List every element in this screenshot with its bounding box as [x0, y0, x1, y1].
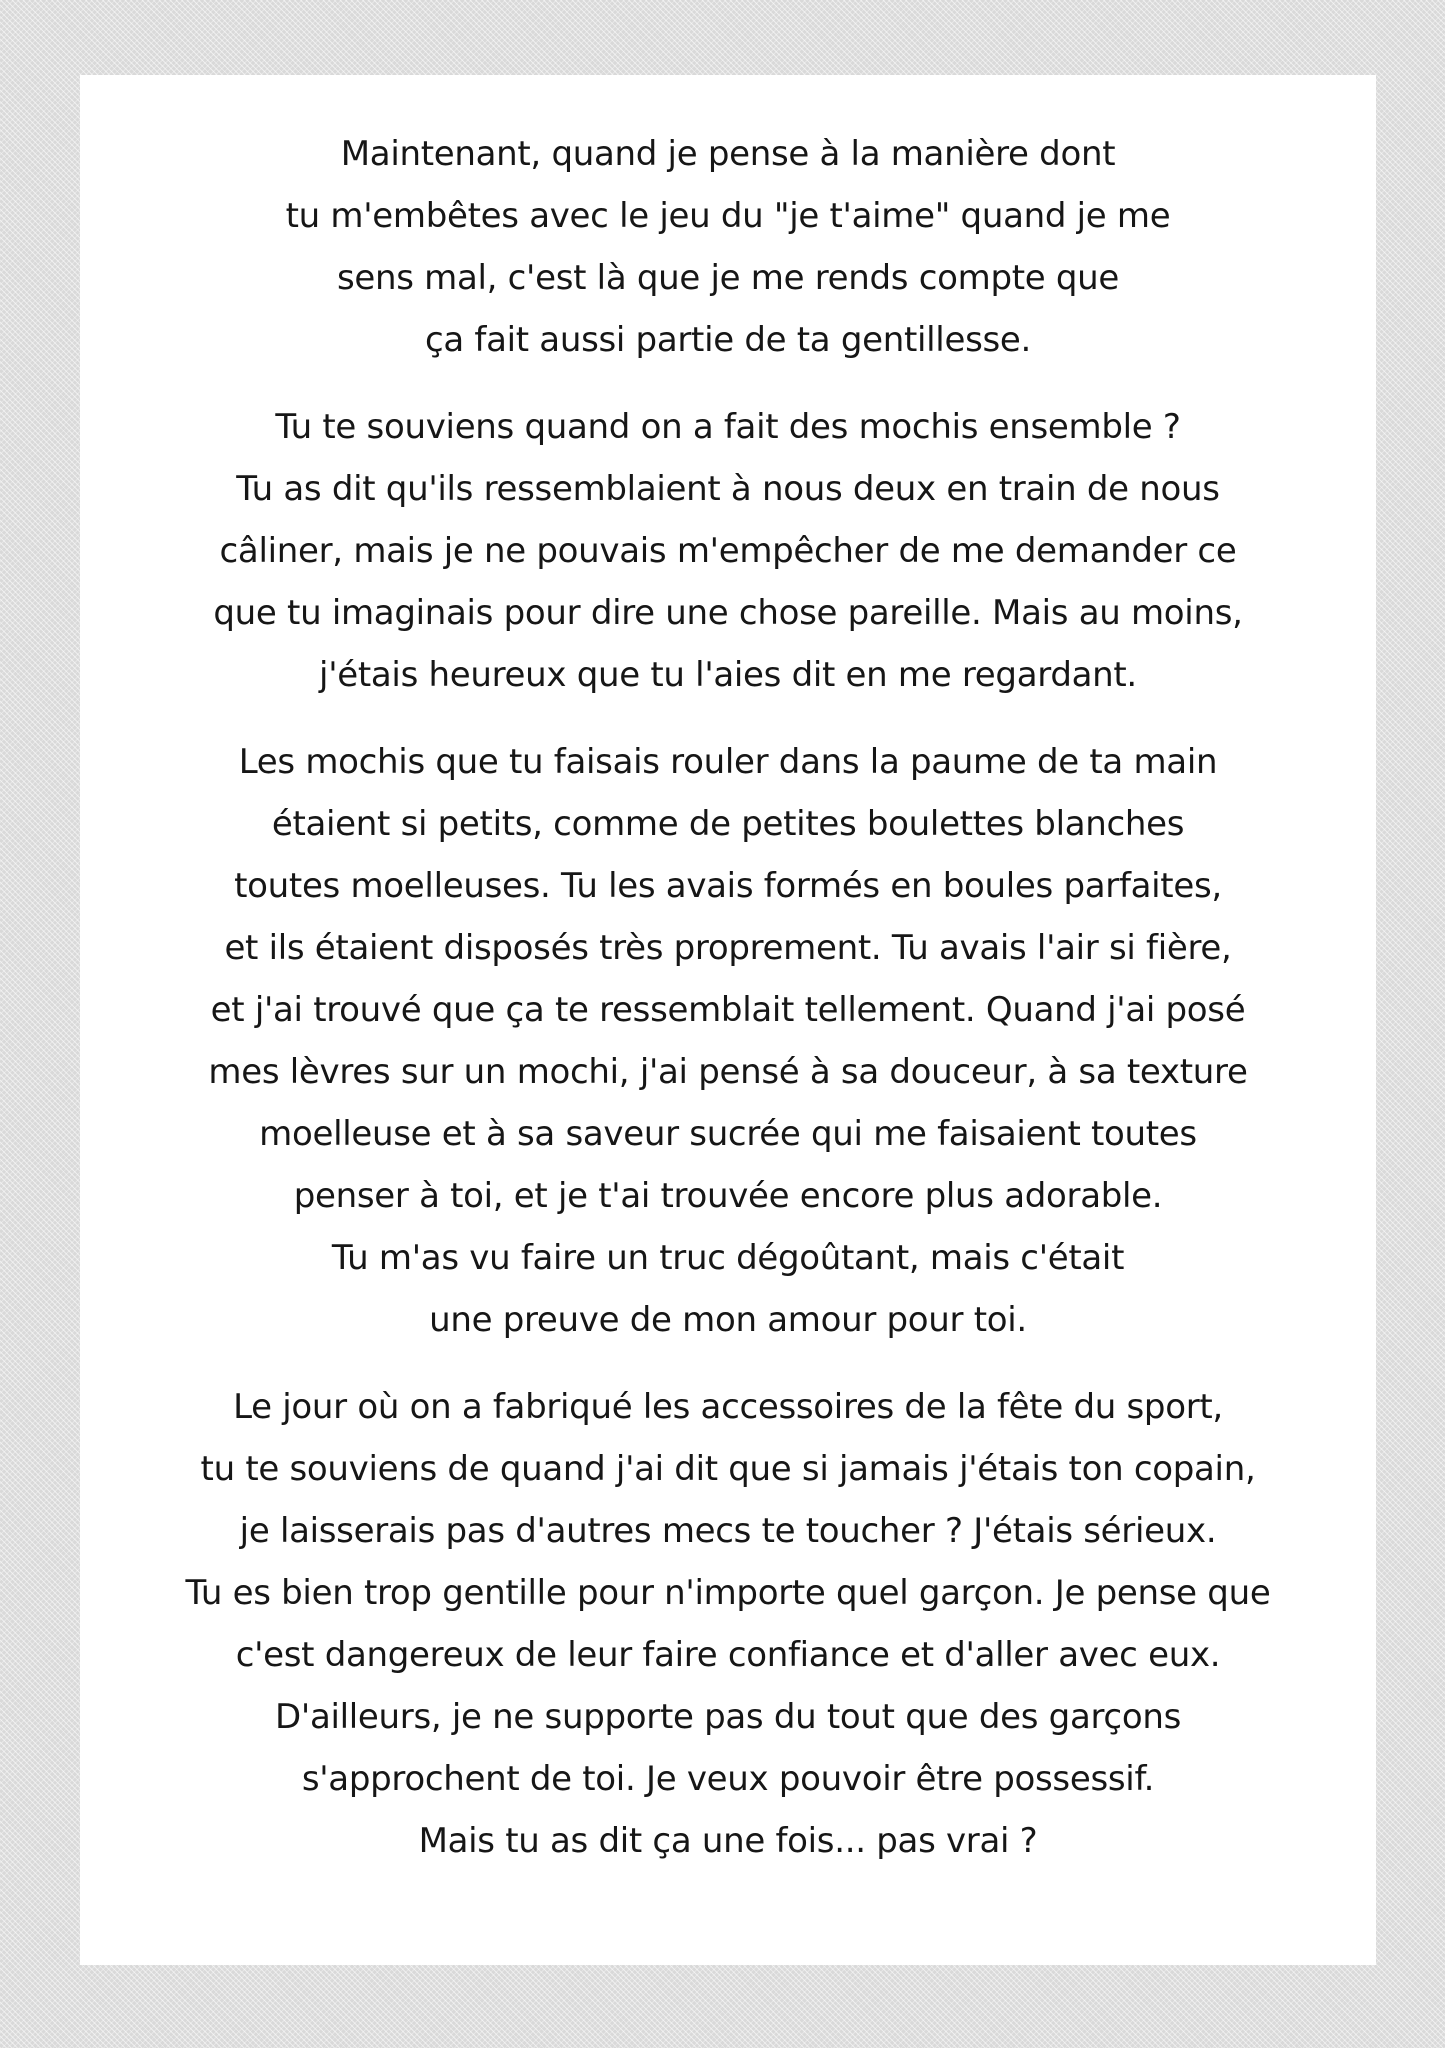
text-line: tu m'embêtes avec le jeu du "je t'aime" quand je me — [285, 196, 1171, 236]
text-line: j'étais heureux que tu l'aies dit en me regardant. — [319, 655, 1137, 695]
paragraph-4 — [80, 1376, 1376, 1872]
text-line: et ils étaient disposés très proprement. Tu avais l'air si fière, — [224, 928, 1232, 968]
text-page — [80, 75, 1376, 1965]
paragraph-2 — [80, 396, 1376, 706]
text-line: une preuve de mon amour pour toi. — [429, 1300, 1027, 1340]
text-line: penser à toi, et je t'ai trouvée encore plus adorable. — [293, 1176, 1163, 1216]
text-line: Tu es bien trop gentille pour n'importe quel garçon. Je pense que — [185, 1573, 1271, 1613]
text-line: Tu te souviens quand on a fait des mochis ensemble ? — [275, 407, 1181, 447]
text-line: mes lèvres sur un mochi, j'ai pensé à sa douceur, à sa texture — [208, 1052, 1248, 1092]
text-line: c'est dangereux de leur faire confiance et d'aller avec eux. — [235, 1635, 1221, 1675]
text-line: que tu imaginais pour dire une chose pareille. Mais au moins, — [213, 593, 1243, 633]
text-line: D'ailleurs, je ne supporte pas du tout que des garçons — [275, 1697, 1181, 1737]
text-line: s'approchent de toi. Je veux pouvoir être possessif. — [301, 1759, 1155, 1799]
text-line: Mais tu as dit ça une fois... pas vrai ? — [418, 1821, 1038, 1861]
text-line: ça fait aussi partie de ta gentillesse. — [424, 320, 1032, 360]
text-line: étaient si petits, comme de petites boulettes blanches — [271, 804, 1185, 844]
text-line: toutes moelleuses. Tu les avais formés en boules parfaites, — [234, 866, 1222, 906]
text-line: sens mal, c'est là que je me rends compte que — [336, 258, 1120, 298]
text-line: Maintenant, quand je pense à la manière dont — [340, 134, 1116, 174]
text-line: Les mochis que tu faisais rouler dans la paume de ta main — [238, 742, 1218, 782]
text-line: Tu as dit qu'ils ressemblaient à nous deux en train de nous — [236, 469, 1220, 509]
paragraph-1 — [80, 123, 1376, 371]
text-line: câliner, mais je ne pouvais m'empêcher de me demander ce — [219, 531, 1237, 571]
text-line: et j'ai trouvé que ça te ressemblait tellement. Quand j'ai posé — [210, 990, 1246, 1030]
text-line: moelleuse et à sa saveur sucrée qui me faisaient toutes — [259, 1114, 1197, 1154]
text-line: Le jour où on a fabriqué les accessoires de la fête du sport, — [233, 1387, 1223, 1427]
paragraph-3 — [80, 731, 1376, 1351]
text-line: je laisserais pas d'autres mecs te toucher ? J'étais sérieux. — [239, 1511, 1217, 1551]
text-line: tu te souviens de quand j'ai dit que si jamais j'étais ton copain, — [200, 1449, 1256, 1489]
text-line: Tu m'as vu faire un truc dégoûtant, mais c'était — [331, 1238, 1125, 1278]
